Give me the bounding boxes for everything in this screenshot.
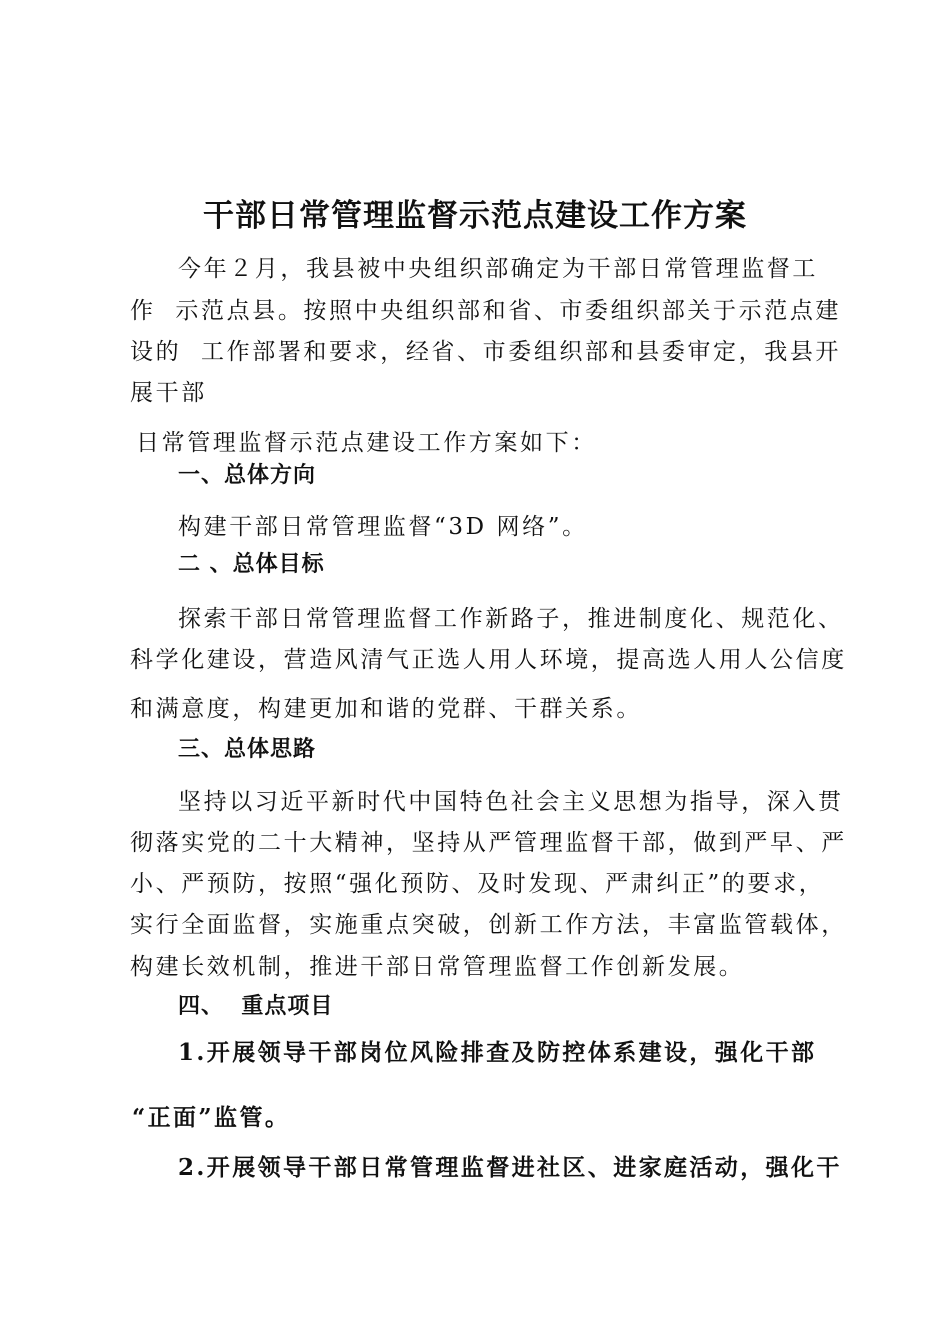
section-3-line-2: 彻落实党的二十大精神，坚持从严管理监督干部，做到严早、严 <box>130 830 847 856</box>
intro-line-1: 今年２月，我县被中央组织部确定为干部日常管理监督工 <box>178 256 818 282</box>
section-3-heading: 三、总体思路 <box>178 737 317 762</box>
section-3-line-1: 坚持以习近平新时代中国特色社会主义思想为指导，深入贯 <box>178 789 844 815</box>
section-4-item-1-line-1: 1.开展领导干部岗位风险排查及防控体系建设，强化干部 <box>178 1039 817 1066</box>
section-3-line-3: 小、严预防，按照“强化预防、及时发现、严肃纠正”的要求， <box>130 871 825 897</box>
section-2-line-1: 探索干部日常管理监督工作新路子，推进制度化、规范化、 <box>178 606 844 632</box>
section-2-line-2: 科学化建设，营造风清气正选人用人环境，提高选人用人公信度 <box>130 647 847 673</box>
section-1-body: 构建干部日常管理监督“3D 网络”。 <box>178 514 588 540</box>
section-1-heading: 一、总体方向 <box>178 463 317 488</box>
section-3-line-5: 构建长效机制，推进干部日常管理监督工作创新发展。 <box>130 954 745 980</box>
intro-line-4: 展干部 <box>130 380 207 406</box>
intro-line-3: 设的 工作部署和要求，经省、市委组织部和县委审定，我县开 <box>130 339 842 365</box>
section-2-heading: 二 、总体目标 <box>178 552 325 577</box>
document-title: 干部日常管理监督示范点建设工作方案 <box>203 198 747 234</box>
section-3-line-4: 实行全面监督，实施重点突破，创新工作方法，丰富监管载体， <box>130 912 847 938</box>
intro-line-5: 日常管理监督示范点建设工作方案如下： <box>136 430 597 456</box>
section-2-line-3: 和满意度，构建更加和谐的党群、干群关系。 <box>130 696 642 722</box>
section-4-item-2-line-1: 2.开展领导干部日常管理监督进社区、进家庭活动，强化干 <box>178 1154 842 1181</box>
intro-line-2: 作 示范点县。按照中央组织部和省、市委组织部关于示范点建 <box>130 298 842 324</box>
section-4-item-1-line-2: “正面”监管。 <box>132 1104 291 1131</box>
section-4-heading: 四、 重点项目 <box>178 994 334 1019</box>
